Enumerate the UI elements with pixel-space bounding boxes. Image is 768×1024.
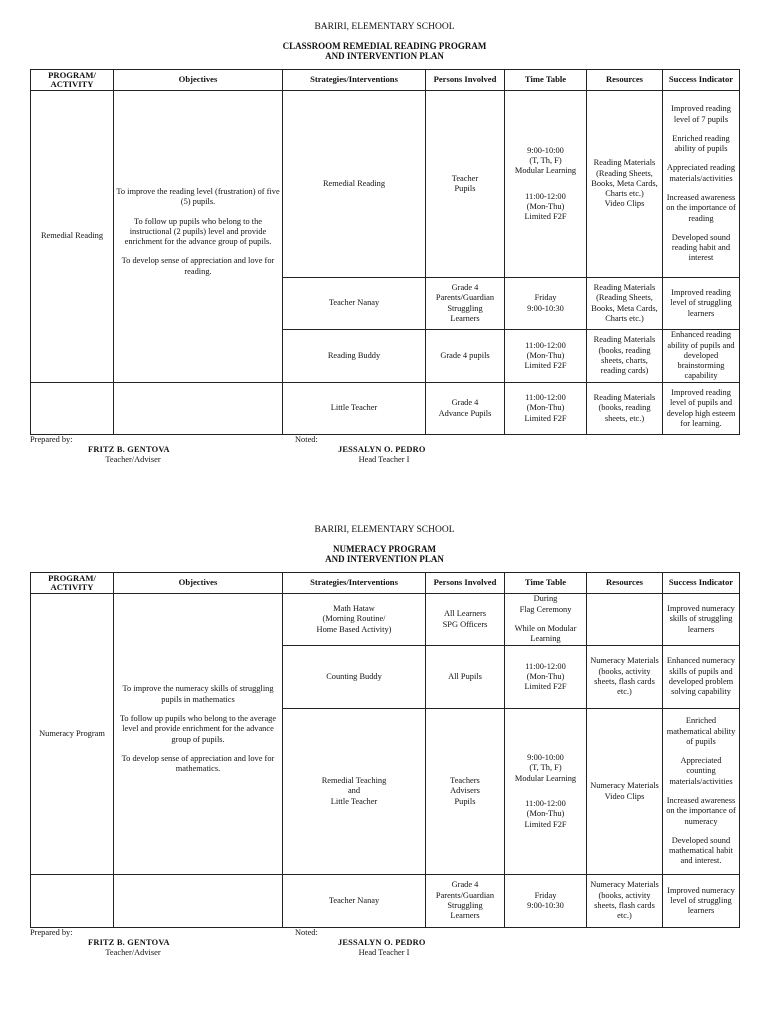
- header-timetable: Time Table: [505, 573, 587, 594]
- header-resources: Resources: [587, 70, 663, 91]
- program-cell-empty: [31, 875, 114, 928]
- persons-cell: Grade 4 Parents/Guardian Struggling Learners: [426, 875, 505, 928]
- persons-cell: Grade 4 pupils: [426, 330, 505, 383]
- strategy-cell: Teacher Nanay: [283, 278, 426, 330]
- objectives-cell: [114, 91, 283, 383]
- timetable-entry: While on Modular Learning: [514, 624, 577, 644]
- header-strategies: Strategies/Interventions: [283, 70, 426, 91]
- timetable-cell: [505, 91, 587, 278]
- success-cell: Improved reading level of pupils and develop high esteem for learning.: [663, 383, 740, 435]
- success-cell: [663, 91, 740, 278]
- objective-item: To improve the numeracy skills of struggling pupils in mathematics: [122, 684, 274, 704]
- resources-cell: Reading Materials (Reading Sheets, Books, Meta Cards, Charts etc.): [587, 278, 663, 330]
- noted-name: JESSALYN O. PEDRO: [338, 938, 426, 947]
- reading-plan-header: [30, 22, 739, 61]
- strategy-cell: Counting Buddy: [283, 646, 426, 709]
- plan-title-line-1: NUMERACY PROGRAM: [333, 544, 436, 554]
- table-header-row: [31, 70, 740, 91]
- table-row: [31, 383, 740, 435]
- timetable-cell: 11:00-12:00 (Mon-Thu) Limited F2F: [505, 330, 587, 383]
- objective-item: To follow up pupils who belong to the instructional (2 pupils) level and provide enrichment for the advance group of pupils.: [124, 216, 272, 247]
- success-item: Improved reading level of 7 pupils: [671, 104, 731, 124]
- signature-block: [30, 928, 739, 958]
- header-strategies: Strategies/Interventions: [283, 573, 426, 594]
- resources-cell: Numeracy Materials (books, activity sheets, flash cards etc.): [587, 646, 663, 709]
- numeracy-plan-section: [30, 525, 739, 958]
- timetable-cell: [505, 709, 587, 875]
- objective-item: To develop sense of appreciation and love for mathematics.: [121, 753, 275, 774]
- header-program: PROGRAM/ ACTIVITY: [31, 573, 114, 594]
- header-persons: Persons Involved: [426, 573, 505, 594]
- school-name: BARIRI, ELEMENTARY SCHOOL: [314, 525, 455, 535]
- success-item: Developed sound mathematical habit and interest.: [669, 835, 733, 866]
- persons-cell: Teacher Pupils: [426, 91, 505, 278]
- success-cell: Enhanced numeracy skills of pupils and developed problem solving capability: [663, 646, 740, 709]
- timetable-cell: Friday 9:00-10:30: [505, 875, 587, 928]
- table-header-row: [31, 573, 740, 594]
- table-row: [31, 594, 740, 646]
- header-timetable: Time Table: [505, 70, 587, 91]
- objectives-cell-empty: [114, 383, 283, 435]
- persons-cell: Grade 4 Parents/Guardian Struggling Learners: [426, 278, 505, 330]
- success-item: Appreciated counting materials/activities: [669, 756, 733, 786]
- prepared-by-name: FRITZ B. GENTOVA: [88, 445, 170, 454]
- header-success: Success Indicator: [663, 70, 740, 91]
- numeracy-plan-table: [30, 572, 740, 928]
- header-persons: Persons Involved: [426, 70, 505, 91]
- noted-position: Head Teacher I: [358, 455, 410, 464]
- strategy-cell: Little Teacher: [283, 383, 426, 435]
- success-item: Enriched mathematical ability of pupils: [666, 716, 736, 746]
- success-cell: Improved numeracy level of struggling learners: [663, 875, 740, 928]
- timetable-cell: [505, 594, 587, 646]
- noted-name: JESSALYN O. PEDRO: [338, 445, 426, 454]
- header-success: Success Indicator: [663, 573, 740, 594]
- plan-title-line-2: AND INTERVENTION PLAN: [325, 50, 444, 61]
- objective-item: To develop sense of appreciation and love for reading.: [121, 256, 275, 276]
- program-cell-empty: [31, 383, 114, 435]
- prepared-by-name: FRITZ B. GENTOVA: [88, 938, 170, 947]
- objective-item: To improve the reading level (frustration) of five (5) pupils.: [116, 186, 280, 207]
- objectives-cell: [114, 594, 283, 875]
- success-item: Increased awareness on the importance of reading: [666, 193, 736, 223]
- plan-title-line-1: CLASSROOM REMEDIAL READING PROGRAM: [282, 41, 487, 51]
- strategy-cell: Teacher Nanay: [283, 875, 426, 928]
- timetable-entry: 11:00-12:00 (Mon-Thu) Limited F2F: [524, 799, 567, 829]
- resources-cell: [587, 594, 663, 646]
- resources-cell: Reading Materials (Reading Sheets, Books, Meta Cards, Charts etc.) Video Clips: [587, 91, 663, 278]
- table-row: [31, 875, 740, 928]
- prepared-by-position: Teacher/Adviser: [105, 455, 161, 464]
- success-cell: Enhanced reading ability of pupils and developed brainstorming capability: [663, 330, 740, 383]
- header-objectives: Objectives: [114, 70, 283, 91]
- success-cell: Improved reading level of struggling learners: [663, 278, 740, 330]
- persons-cell: All Learners SPG Officers: [426, 594, 505, 646]
- strategy-cell: Remedial Reading: [283, 91, 426, 278]
- noted-label: Noted:: [295, 435, 318, 444]
- signature-block: [30, 435, 739, 465]
- persons-cell: Grade 4 Advance Pupils: [426, 383, 505, 435]
- success-item: Increased awareness on the importance of numeracy: [666, 796, 736, 826]
- header-objectives: Objectives: [114, 573, 283, 594]
- table-row: [31, 91, 740, 278]
- resources-cell: Numeracy Materials (books, activity sheets, flash cards etc.): [587, 875, 663, 928]
- noted-position: Head Teacher I: [358, 948, 410, 957]
- objective-item: To follow up pupils who belong to the average level and provide enrichment for the advance group of pupils.: [119, 714, 277, 744]
- prepared-by-label: Prepared by:: [30, 435, 73, 444]
- numeracy-plan-header: [30, 525, 739, 564]
- strategy-cell: Remedial Teaching and Little Teacher: [283, 709, 426, 875]
- success-item: Appreciated reading materials/activities: [666, 163, 736, 183]
- prepared-by-label: Prepared by:: [30, 928, 73, 937]
- reading-plan-table: [30, 69, 740, 435]
- header-program: PROGRAM/ ACTIVITY: [31, 70, 114, 91]
- header-resources: Resources: [587, 573, 663, 594]
- timetable-entry: During Flag Ceremony: [519, 594, 572, 614]
- timetable-cell: 11:00-12:00 (Mon-Thu) Limited F2F: [505, 383, 587, 435]
- success-item: Developed sound reading habit and interest: [671, 232, 731, 263]
- resources-cell: Reading Materials (books, reading sheets, etc.): [587, 383, 663, 435]
- success-item: Enriched reading ability of pupils: [672, 133, 730, 154]
- timetable-cell: Friday 9:00-10:30: [505, 278, 587, 330]
- timetable-entry: 9:00-10:00 (T, Th, F) Modular Learning: [514, 145, 577, 176]
- program-cell: Remedial Reading: [31, 91, 114, 383]
- success-cell: [663, 709, 740, 875]
- timetable-entry: 11:00-12:00 (Mon-Thu) Limited F2F: [524, 191, 567, 222]
- resources-cell: Numeracy Materials Video Clips: [587, 709, 663, 875]
- success-cell: Improved numeracy skills of struggling learners: [663, 594, 740, 646]
- timetable-entry: 9:00-10:00 (T, Th, F) Modular Learning: [514, 753, 577, 783]
- school-name: BARIRI, ELEMENTARY SCHOOL: [314, 22, 455, 32]
- noted-label: Noted:: [295, 928, 318, 937]
- persons-cell: Teachers Advisers Pupils: [426, 709, 505, 875]
- strategy-cell: Math Hataw (Morning Routine/ Home Based Activity): [283, 594, 426, 646]
- prepared-by-position: Teacher/Adviser: [105, 948, 161, 957]
- program-cell: Numeracy Program: [31, 594, 114, 875]
- persons-cell: All Pupils: [426, 646, 505, 709]
- plan-title-line-2: AND INTERVENTION PLAN: [325, 553, 444, 564]
- resources-cell: Reading Materials (books, reading sheets, charts, reading cards): [587, 330, 663, 383]
- timetable-cell: 11:00-12:00 (Mon-Thu) Limited F2F: [505, 646, 587, 709]
- strategy-cell: Reading Buddy: [283, 330, 426, 383]
- objectives-cell-empty: [114, 875, 283, 928]
- reading-plan-section: [30, 22, 739, 465]
